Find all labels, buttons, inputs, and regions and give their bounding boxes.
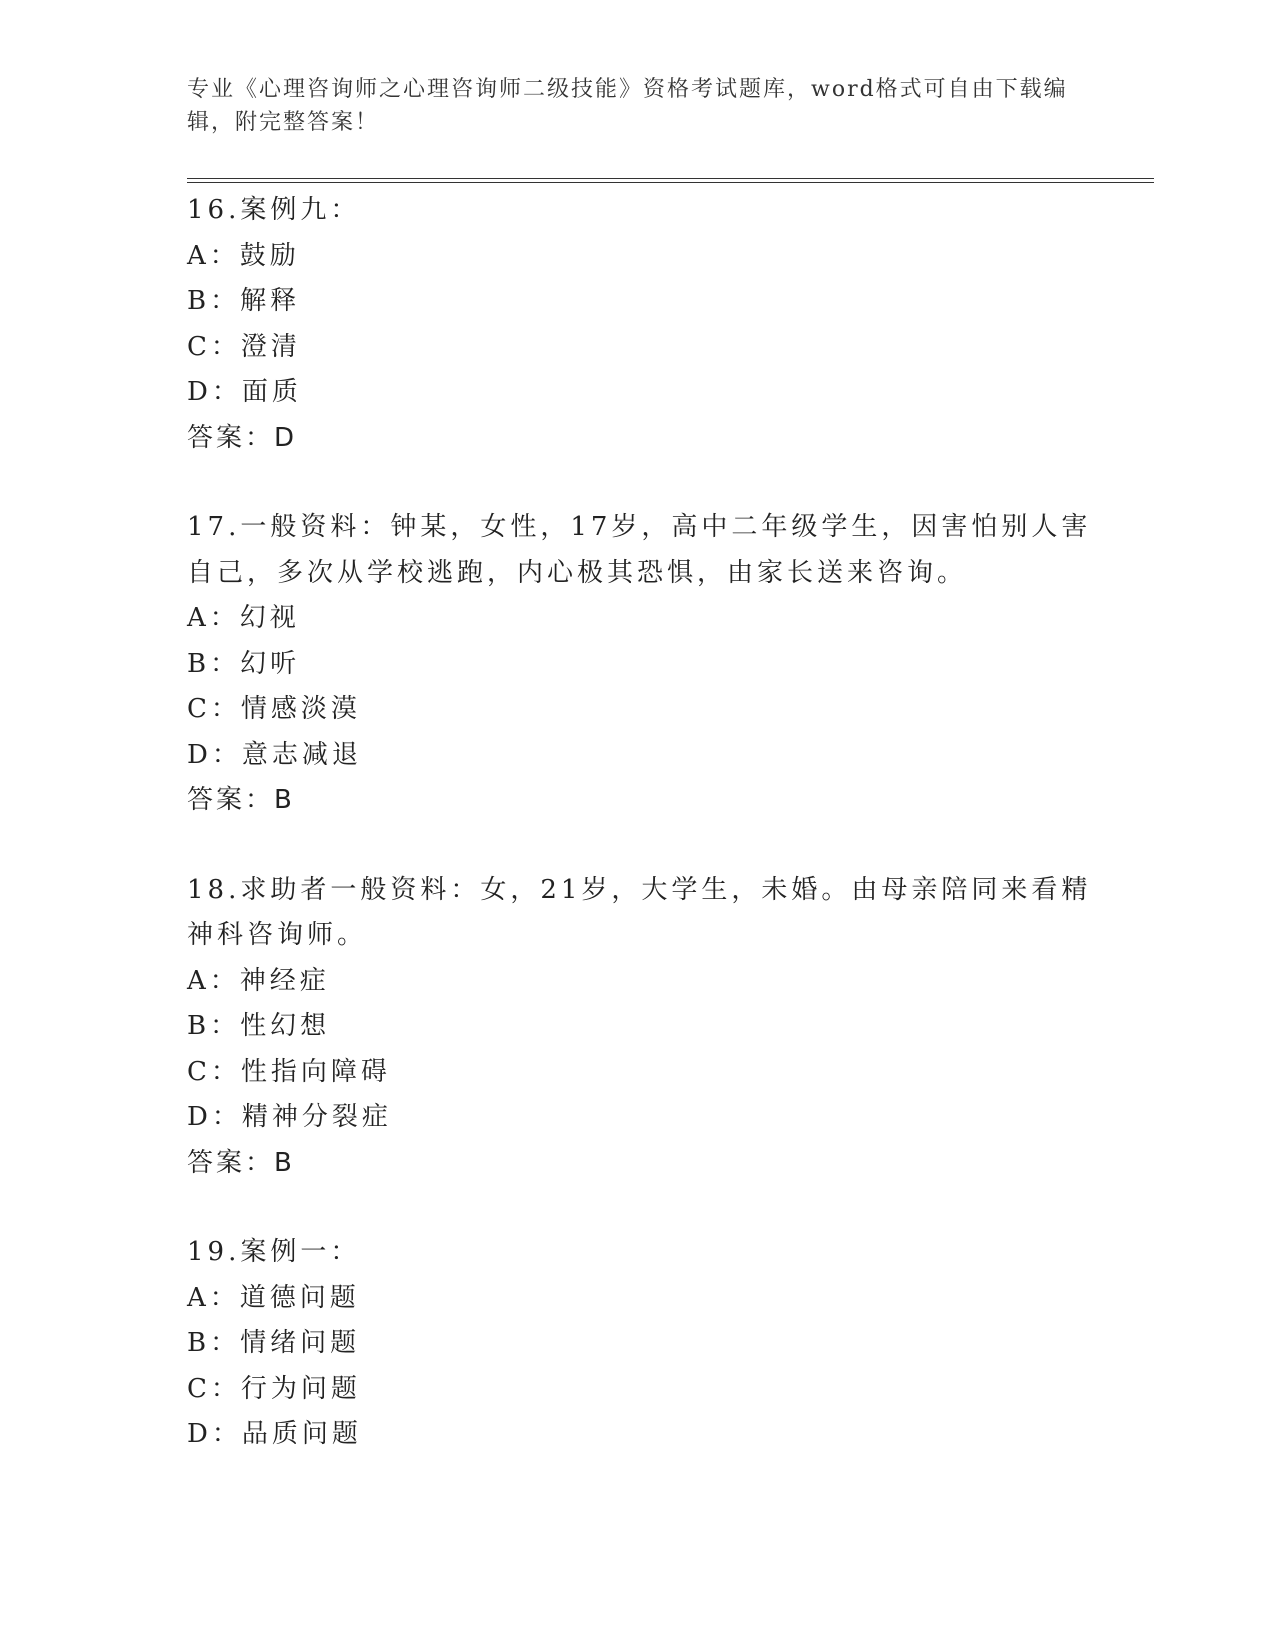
answer-line: 答案：D [187, 422, 298, 453]
question-stem: 19.案例一： [187, 1237, 361, 1267]
option-d: D：品质问题 [187, 1419, 362, 1449]
question-list [187, 188, 1117, 1458]
question-item-18 [187, 868, 1117, 1187]
option-a: A：道德问题 [187, 1282, 360, 1313]
option-b: B：情绪问题 [187, 1328, 361, 1358]
option-d: D：面质 [187, 377, 302, 407]
question-item-19 [187, 1230, 1117, 1458]
option-a: A：鼓励 [187, 240, 300, 271]
answer-line: 答案：B [187, 785, 295, 815]
option-d: D：意志减退 [187, 739, 362, 770]
option-b: B：解释 [187, 286, 301, 316]
option-d: D：精神分裂症 [187, 1102, 392, 1132]
option-a: A：幻视 [187, 603, 300, 633]
option-c: C：澄清 [187, 331, 301, 362]
header-divider [187, 178, 1154, 183]
option-c: C：行为问题 [187, 1373, 361, 1404]
answer-line: 答案：B [187, 1147, 295, 1178]
question-item-17 [187, 505, 1117, 824]
question-stem: 16.案例九： [187, 195, 361, 225]
question-item-16 [187, 188, 1117, 461]
option-c: C：性指向障碍 [187, 1056, 391, 1087]
option-b: B：幻听 [187, 648, 301, 679]
option-c: C：情感淡漠 [187, 694, 361, 724]
question-stem: 17.一般资料：钟某，女性，17岁，高中二年级学生，因害怕别人害自己，多次从学校逃跑，内心极其恐惧，由家长送来咨询。 [187, 512, 1092, 588]
option-b: B：性幻想 [187, 1011, 331, 1041]
document-header-note: 专业《心理咨询师之心理咨询师二级技能》资格考试题库，word格式可自由下载编辑，附完整答案！ [187, 77, 1068, 135]
option-a: A：神经症 [187, 965, 330, 996]
question-stem: 18.求助者一般资料：女，21岁，大学生，未婚。由母亲陪同来看精神科咨询师。 [187, 874, 1092, 950]
